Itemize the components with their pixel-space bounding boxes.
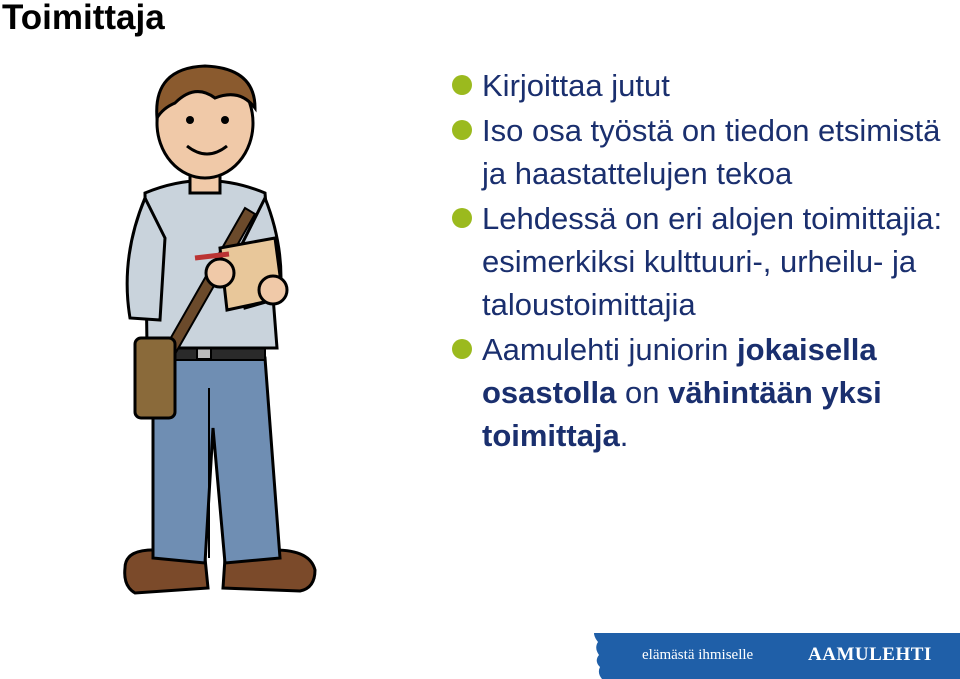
bullet-item xyxy=(452,328,952,457)
bullet-text: Lehdessä on eri alojen toimittajia: esimerkiksi kulttuuri-, urheilu- ja taloustoimittajia xyxy=(482,201,943,322)
bullet-text-part: on xyxy=(616,375,669,410)
bullet-dot-icon xyxy=(452,208,472,228)
footer-slogan: elämästä ihmiselle xyxy=(642,647,754,663)
bullet-dot-icon xyxy=(452,339,472,359)
bullet-item xyxy=(452,64,952,107)
bullet-dot-icon xyxy=(452,120,472,140)
bullet-item xyxy=(452,109,952,195)
bullet-text: Iso osa työstä on tiedon etsimistä ja haastattelujen tekoa xyxy=(482,113,941,191)
aamulehti-logo: AAMULEHTI xyxy=(808,644,932,665)
reporter-illustration xyxy=(105,58,355,618)
bullet-item xyxy=(452,197,952,326)
bullet-text-part: Aamulehti juniorin xyxy=(482,332,738,367)
slide-title: Toimittaja xyxy=(2,0,165,37)
bullet-dot-icon xyxy=(452,75,472,95)
bullet-list xyxy=(452,64,952,459)
bullet-text-part: . xyxy=(619,418,629,453)
bullet-text-bold: jokaisella osastolla xyxy=(482,332,877,410)
footer-band xyxy=(594,633,960,679)
bullet-text-bold: vähintään yksi toimittaja xyxy=(482,375,882,453)
bullet-text: Kirjoittaa jutut xyxy=(482,68,670,103)
